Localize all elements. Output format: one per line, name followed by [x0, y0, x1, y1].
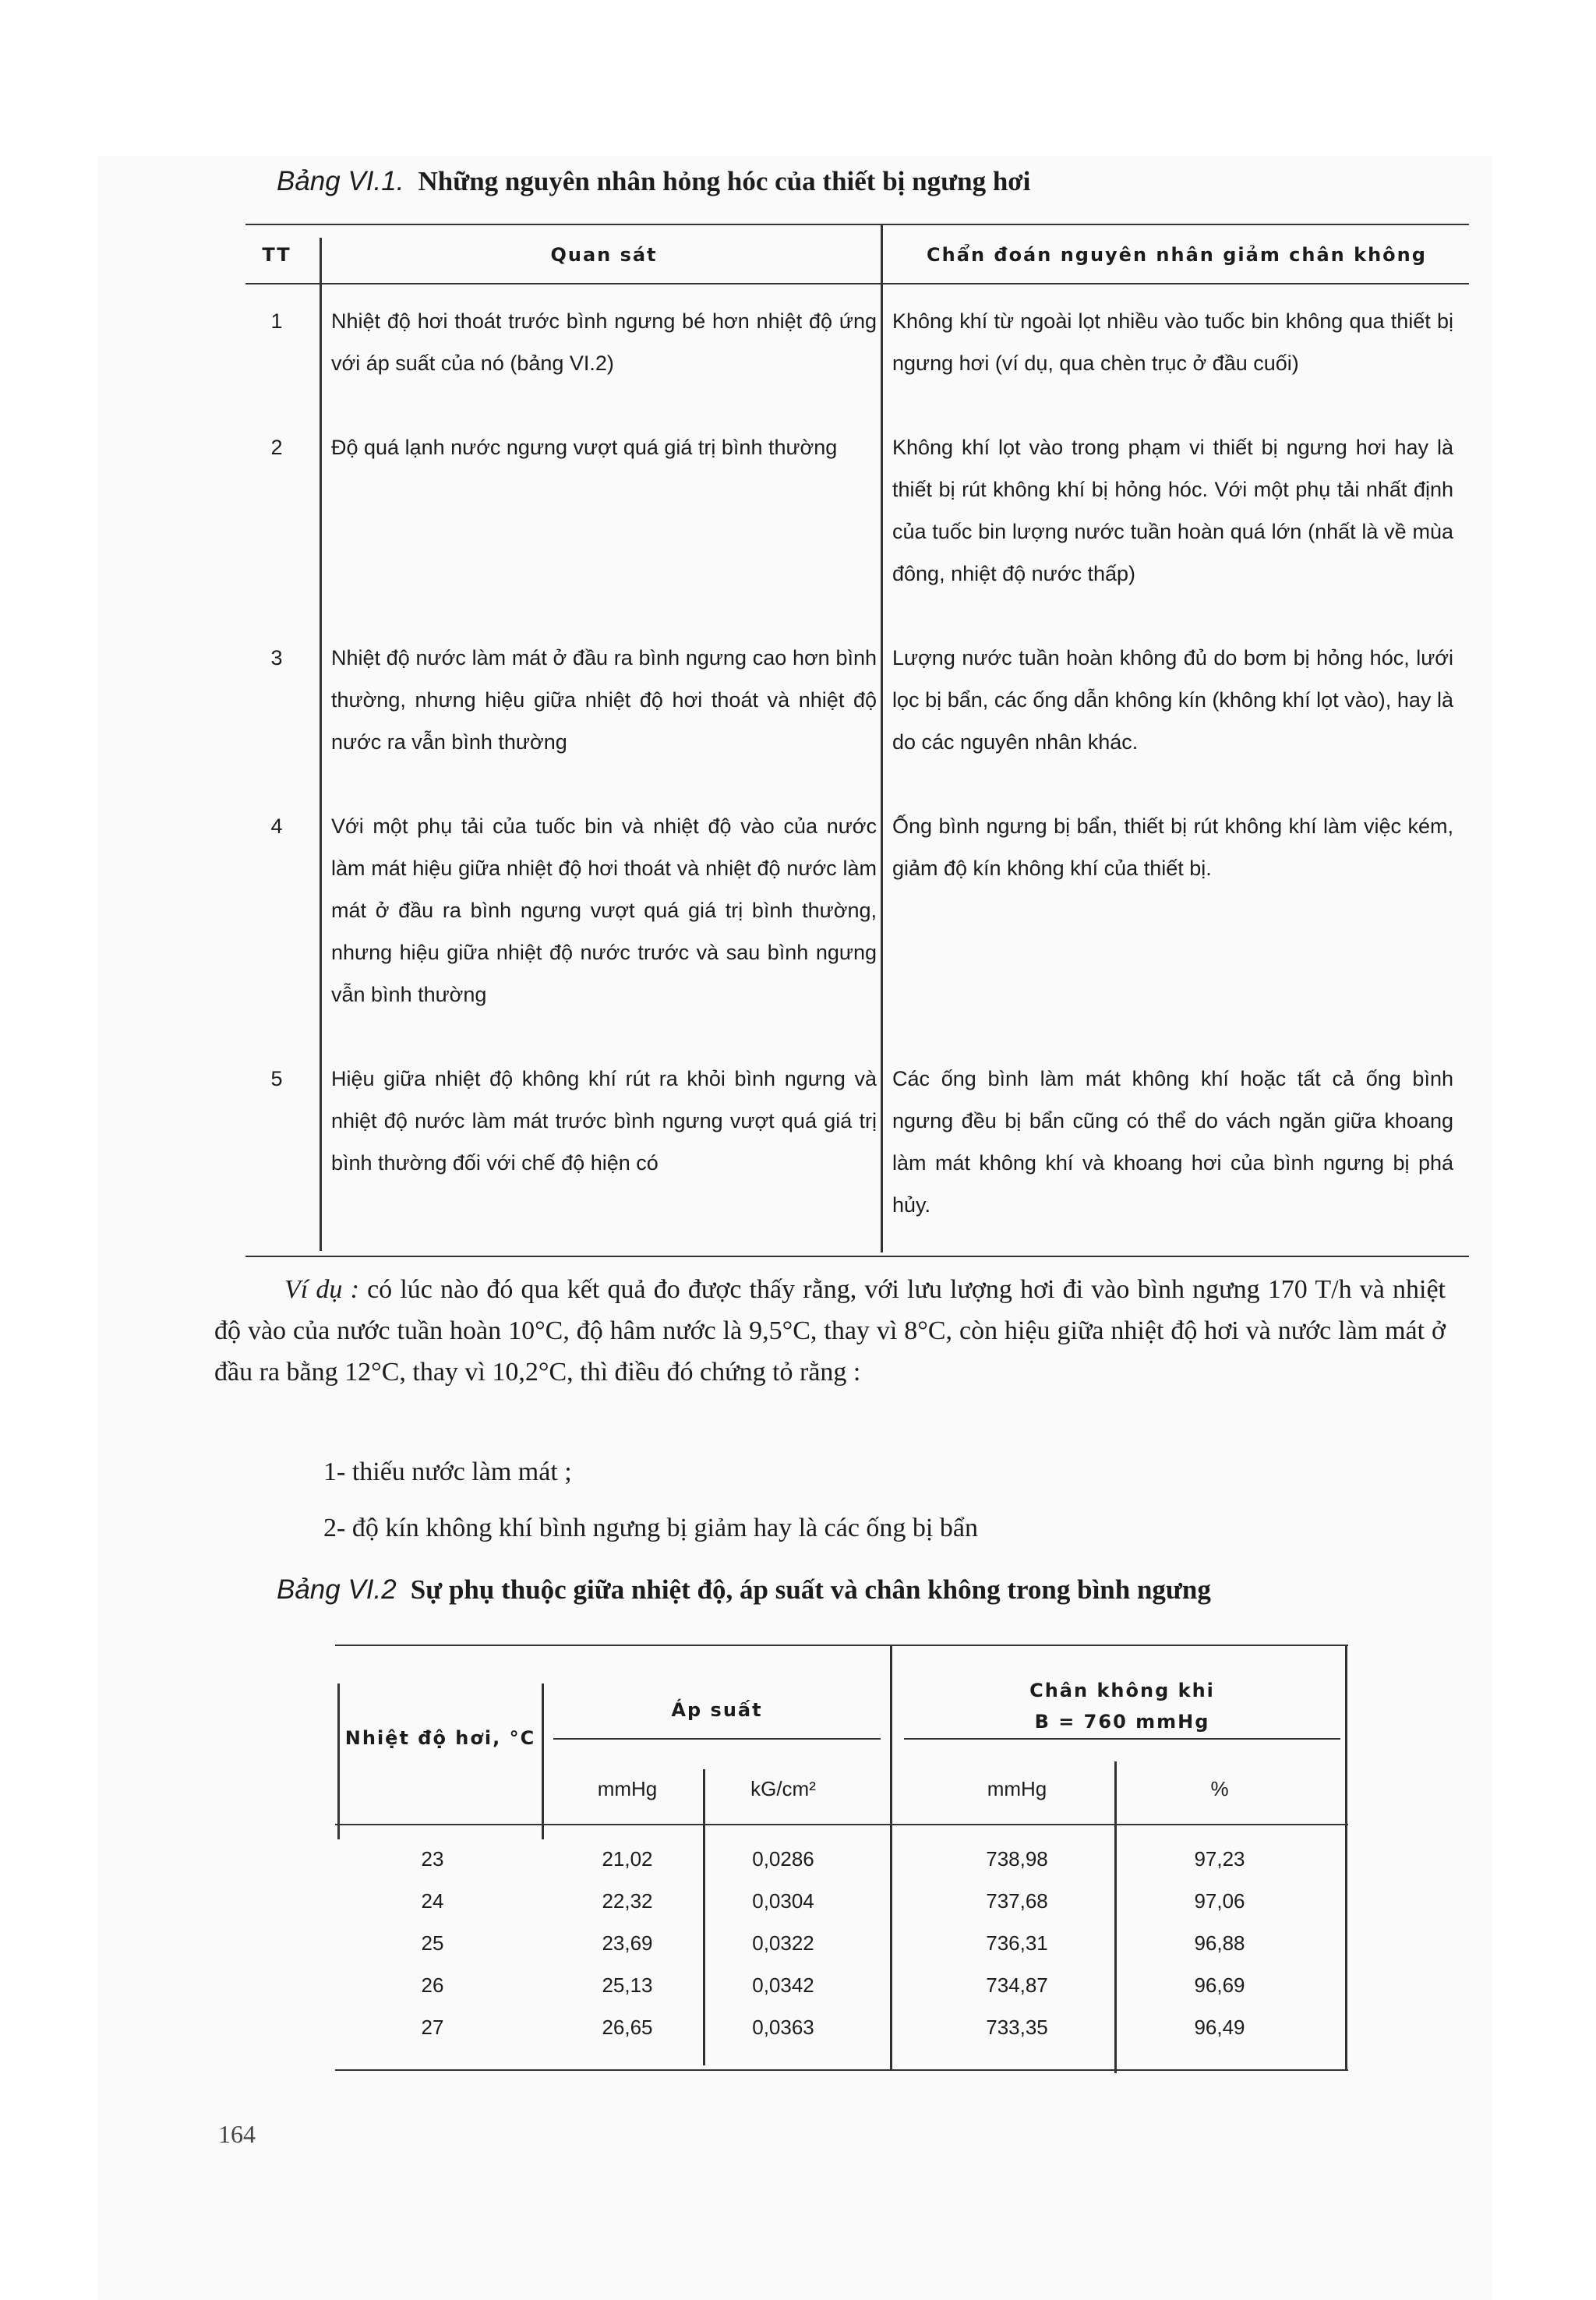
- table1-caption-label: Bảng VI.1.: [277, 166, 404, 196]
- diagnosis-cell: Ống bình ngưng bị bẩn, thiết bị rút không khí làm việc kém, giảm độ kín không khí của thiết bị.: [892, 814, 1453, 880]
- temp-cell: 27: [421, 2016, 444, 2039]
- temp-cell: 23: [421, 1847, 444, 1871]
- diagnosis-cell: Các ống bình làm mát không khí hoặc tất cả ống bình ngưng đều bị bẩn cũng có thể do vách ngăn giữa khoang làm mát không khí và khoang hơi của bình ngưng bị phá hủy.: [892, 1067, 1453, 1217]
- table2-header-pressure: Áp suất: [671, 1699, 763, 1721]
- table2-pressure-subrule: [553, 1738, 881, 1740]
- vacuum-pct-cell: 96,69: [1194, 1973, 1245, 1997]
- row-number: 1: [270, 309, 283, 333]
- table2-header-vacuum-2: B = 760 mmHg: [1034, 1711, 1210, 1733]
- row-number: 5: [270, 1067, 283, 1090]
- observation-cell: Nhiệt độ hơi thoát trước bình ngưng bé hơn nhiệt độ ứng với áp suất của nó (bảng VI.2): [331, 309, 877, 375]
- unit-vacuum-pct: %: [1210, 1777, 1229, 1800]
- page-number: 164: [218, 2120, 256, 2148]
- diagnosis-cell: Lượng nước tuần hoàn không đủ do bơm bị hỏng hóc, lưới lọc bị bẩn, các ống dẫn không kín (không khí lọt vào), hay là do các nguyên nhân khác.: [892, 646, 1453, 754]
- pressure-vacuum-table: [335, 1637, 1348, 2073]
- pressure-mmhg-cell: 21,02: [602, 1847, 653, 1871]
- pressure-kg-cell: 0,0322: [752, 1931, 814, 1955]
- table2-header-vacuum-1: Chân không khi: [1029, 1680, 1215, 1701]
- temp-cell: 25: [421, 1931, 444, 1955]
- pressure-mmhg-cell: 23,69: [602, 1931, 653, 1955]
- pressure-mmhg-cell: 25,13: [602, 1973, 653, 1997]
- vacuum-pct-cell: 97,06: [1194, 1889, 1245, 1913]
- conclusion-item-2: 2- độ kín không khí bình ngưng bị giảm hay là các ống bị bẩn: [323, 1514, 978, 1542]
- observation-cell: Nhiệt độ nước làm mát ở đầu ra bình ngưng cao hơn bình thường, nhưng hiệu giữa nhiệt độ hơi thoát và nhiệt độ nước ra vẫn bình thường: [331, 646, 877, 754]
- pressure-mmhg-cell: 22,32: [602, 1889, 653, 1913]
- pressure-kg-cell: 0,0286: [752, 1847, 814, 1871]
- unit-vacuum-mmhg: mmHg: [987, 1777, 1047, 1800]
- table1-header-observation: Quan sát: [550, 244, 658, 266]
- vacuum-mmhg-cell: 736,31: [986, 1931, 1048, 1955]
- table1-header-diagnosis: Chẩn đoán nguyên nhân giảm chân không: [927, 244, 1427, 266]
- table-row: [335, 1964, 1348, 2006]
- table-row: [335, 2006, 1348, 2048]
- table2-top-rule: [335, 1645, 1348, 1646]
- table-row: [335, 1880, 1348, 1922]
- example-paragraph: [214, 1269, 1446, 1393]
- conclusion-item-1: 1- thiếu nước làm mát ;: [323, 1457, 572, 1486]
- table2-header-rule: [335, 1824, 1348, 1825]
- vacuum-pct-cell: 96,88: [1194, 1931, 1245, 1955]
- pressure-mmhg-cell: 26,65: [602, 2016, 653, 2039]
- unit-pressure-mmhg: mmHg: [597, 1777, 658, 1800]
- unit-pressure-kg: kG/cm²: [750, 1777, 816, 1800]
- observation-cell: Hiệu giữa nhiệt độ không khí rút ra khỏi bình ngưng và nhiệt độ nước làm mát trước bình ngưng vượt quá giá trị bình thường đối với chế độ hiện có: [331, 1067, 877, 1175]
- table2-divider-0: [337, 1683, 340, 1839]
- table1-caption: [277, 166, 1030, 197]
- table1-divider-middle: [881, 224, 883, 1252]
- table2-bottom-rule: [335, 2069, 1348, 2071]
- table2-vacuum-subrule: [904, 1738, 1340, 1740]
- table-row: [335, 1838, 1348, 1880]
- temp-cell: 24: [421, 1889, 444, 1913]
- vacuum-mmhg-cell: 734,87: [986, 1973, 1048, 1997]
- diagnosis-cell: Không khí từ ngoài lọt nhiều vào tuốc bin không qua thiết bị ngưng hơi (ví dụ, qua chèn trục ở đầu cuối): [892, 309, 1453, 375]
- temp-cell: 26: [421, 1973, 444, 1997]
- vacuum-mmhg-cell: 738,98: [986, 1847, 1048, 1871]
- row-number: 2: [270, 436, 283, 459]
- vacuum-mmhg-cell: 737,68: [986, 1889, 1048, 1913]
- diagnosis-cell: Không khí lọt vào trong phạm vi thiết bị ngưng hơi hay là thiết bị rút không khí bị hỏng hóc. Với một phụ tải nhất định của tuốc bin lượng nước tuần hoàn quá lớn (nhất là về mùa đông, nhiệt độ nước thấp): [892, 436, 1453, 585]
- table1-caption-title: Những nguyên nhân hỏng hóc của thiết bị ngưng hơi: [418, 166, 1031, 196]
- table1-divider-left: [320, 238, 322, 1251]
- causes-table: [222, 222, 1469, 1259]
- example-text: có lúc nào đó qua kết quả đo được thấy rằng, với lưu lượng hơi đi vào bình ngưng 170 T/h và nhiệt độ vào của nước tuần hoàn 10°C, độ hâm nước là 9,5°C, thay vì 8°C, còn hiệu giữa nhiệt độ hơi và nước làm mát ở đầu ra bằng 12°C, thay vì 10,2°C, thì điều đó chứng tỏ rằng :: [214, 1275, 1446, 1387]
- table-row: [335, 1922, 1348, 1964]
- table1-header-no: TT: [262, 244, 291, 266]
- table2-divider-1: [542, 1683, 544, 1839]
- vacuum-pct-cell: 96,49: [1194, 2016, 1245, 2039]
- table2-caption-title: Sự phụ thuộc giữa nhiệt độ, áp suất và chân không trong bình ngưng: [410, 1574, 1211, 1605]
- table2-caption: [277, 1574, 1211, 1606]
- pressure-kg-cell: 0,0342: [752, 1973, 814, 1997]
- pressure-kg-cell: 0,0304: [752, 1889, 814, 1913]
- table1-header-rule: [245, 283, 1469, 284]
- table1-bottom-rule: [245, 1256, 1469, 1257]
- vacuum-mmhg-cell: 733,35: [986, 2016, 1048, 2039]
- table1-top-rule: [245, 224, 1469, 225]
- observation-cell: Độ quá lạnh nước ngưng vượt quá giá trị bình thường: [331, 436, 838, 459]
- table2-header-temp: Nhiệt độ hơi, °C: [344, 1727, 536, 1749]
- row-number: 4: [270, 814, 283, 838]
- observation-cell: Với một phụ tải của tuốc bin và nhiệt độ vào của nước làm mát hiệu giữa nhiệt độ hơi thoát và nhiệt độ nước làm mát ở đầu ra bình ngưng vượt quá giá trị bình thường, nhưng hiệu giữa nhiệt độ nước trước và sau bình ngưng vẫn bình thường: [331, 814, 877, 1006]
- table2-caption-label: Bảng VI.2: [277, 1574, 397, 1605]
- pressure-kg-cell: 0,0363: [752, 2016, 814, 2039]
- vacuum-pct-cell: 97,23: [1194, 1847, 1245, 1871]
- example-lead: Ví dụ :: [284, 1275, 359, 1304]
- row-number: 3: [270, 646, 283, 670]
